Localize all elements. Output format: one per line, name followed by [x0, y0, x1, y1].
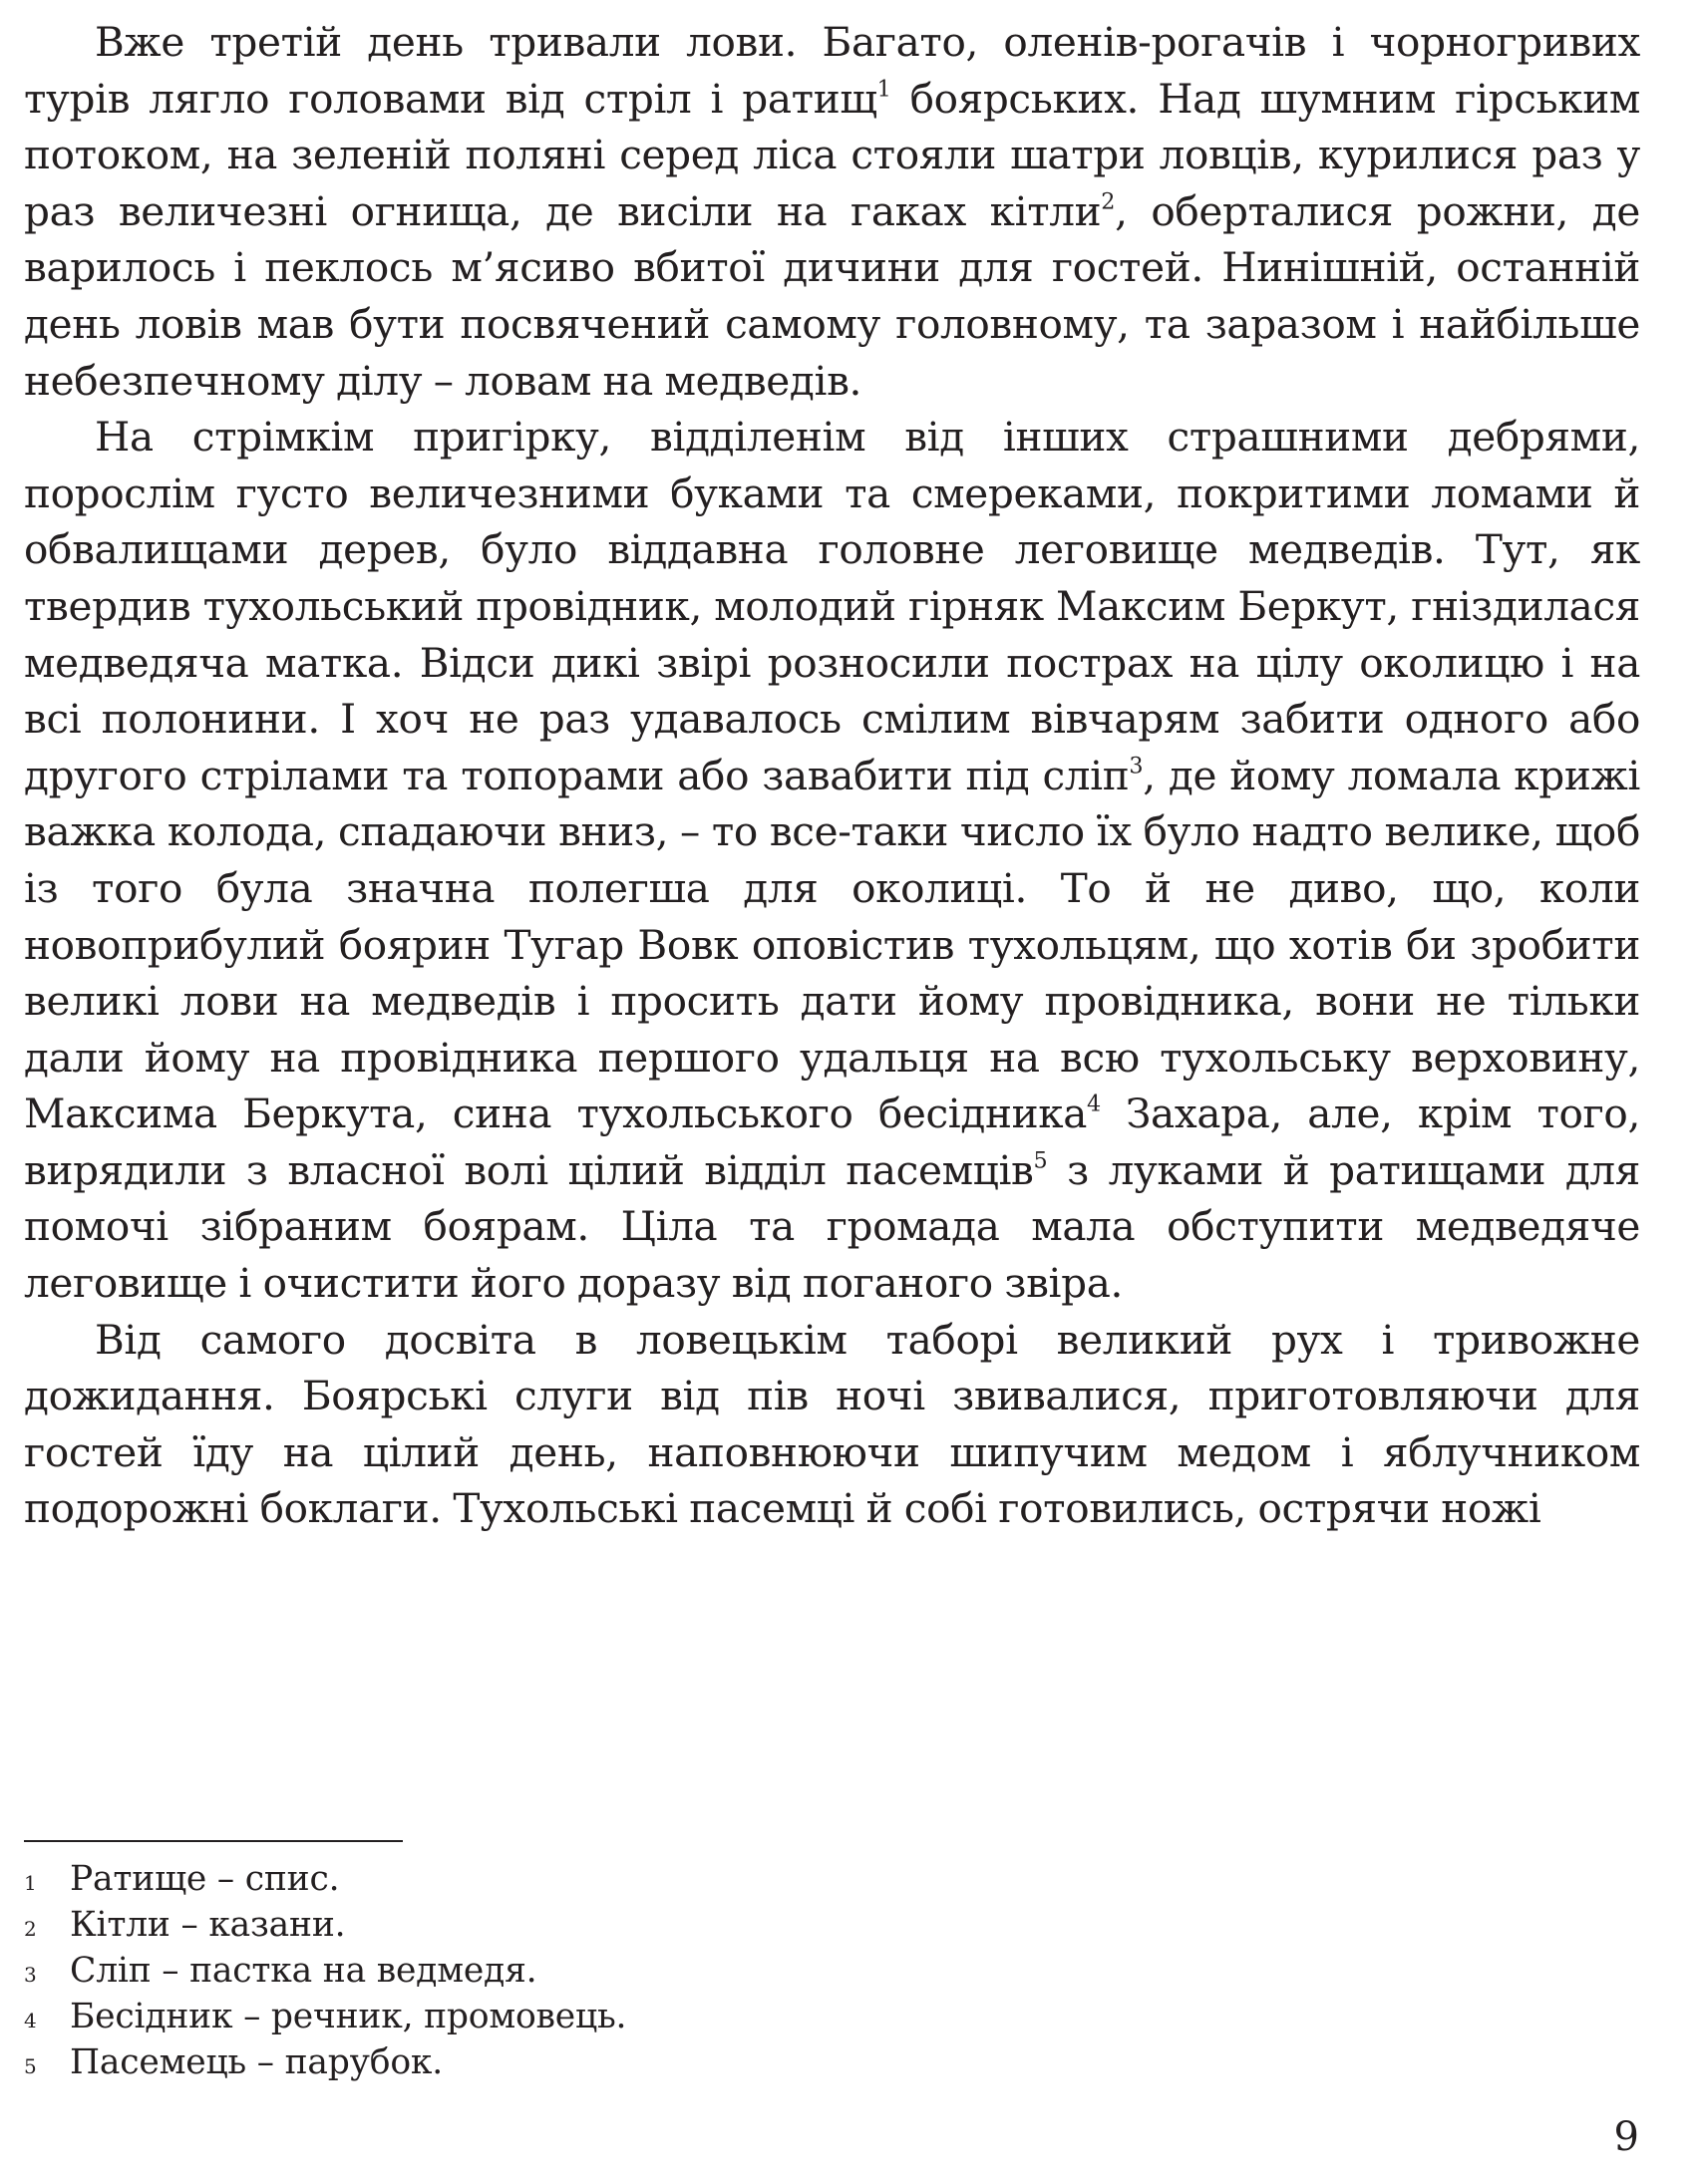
- footnote-ref: 3: [1129, 753, 1144, 780]
- footnote-ref: 4: [1087, 1091, 1101, 1117]
- footnote-text: Кітли – казани.: [70, 1905, 346, 1945]
- paragraph: [24, 409, 1640, 1312]
- main-text: [24, 14, 1640, 1537]
- paragraph-text: Захара, але, крім того, вирядили з власної волі цілий відділ пасемців: [24, 1090, 1640, 1194]
- footnote-number: 1: [24, 1871, 37, 1895]
- paragraph-text: Від самого досвіта в ловецькім таборі великий рух і тривожне дожидання. Боярські слуги від пів ночі звивалися, приготовляючи для гостей їду на цілий день, наповнюючи шипучим медом і яблучником подорожні боклаги. Тухольські пасемці й собі готовились, острячи ножі: [24, 1315, 1640, 1533]
- page-body: [24, 14, 1640, 1537]
- footnote-text: Бесідник – речник, промовець.: [70, 1997, 627, 2036]
- paragraph-text: боярських. Над шумним гірським потоком, на зеленій поляні серед ліса стояли шатри ловців, курилися раз у раз величезні огнища, де висіли на гаках кітли: [24, 74, 1640, 235]
- footnote: [24, 2039, 1320, 2085]
- footnote-text: Пасемець – парубок.: [70, 2042, 444, 2082]
- footnote: [24, 1994, 1320, 2039]
- footnote-ref: 1: [876, 75, 891, 102]
- page-number: 9: [1613, 2114, 1639, 2160]
- footnote: [24, 1902, 1320, 1948]
- footnote-text: Ратище – спис.: [70, 1859, 340, 1899]
- paragraph: [24, 14, 1640, 409]
- footnote-text: Сліп – пастка на ведмедя.: [70, 1951, 537, 1991]
- footnote-divider: [24, 1840, 403, 1842]
- footnote-number: 4: [24, 2009, 37, 2032]
- paragraph-text: Вже третій день тривали лови. Багато, оленів-рогачів і чорногривих турів лягло головами від стріл і ратищ: [24, 18, 1640, 123]
- footnote: [24, 1948, 1320, 1994]
- footnote-number: 2: [24, 1917, 37, 1941]
- paragraph-text: з луками й ратищами для помочі зібраним боярам. Ціла та громада мала обступити медведяче леговище і очистити його доразу від поганого звіра.: [24, 1145, 1640, 1308]
- paragraph-text: На стрімкім пригірку, відділенім від інших страшними дебрями, порослім густо величезними буками та смереками, покритими ломами й обвалищами дерев, було віддавна головне леговище медведів. Тут, як твердив тухольський провідник, молодий гірняк Максим Беркут, гніздилася медведяча матка. Відси дикі звірі розносили пострах на цілу околицю і на всі полонини. І хоч не раз удавалось смілим вівчарям забити одного або другого стрілами та топорами або завабити під сліп: [24, 413, 1640, 799]
- paragraph: [24, 1312, 1640, 1537]
- footnote-number: 3: [24, 1963, 37, 1987]
- footnote: [24, 1856, 1320, 1902]
- paragraph-text: , оберталися рожни, де варилось і пеклось м’ясиво вбитої дичини для гостей. Нинішній, останній день ловів мав бути посвячений самому головному, та заразом і найбільше небезпечному ділу – ловам на медведів.: [24, 186, 1640, 405]
- footnote-ref: 2: [1101, 188, 1116, 215]
- footnotes: [24, 1856, 1320, 2085]
- paragraph-text: , де йому ломала крижі важка колода, спадаючи вниз, – то все-таки число їх було надто велике, щоб із того була значна полегша для околиці. То й не диво, що, коли новоприбулий боярин Тугар Вовк оповістив тухольцям, що хотів би зробити великі лови на медведів і просить дати йому провідника, вони не тільки дали йому на провідника першого удальця на всю тухольську верховину, Максима Беркута, сина тухольського бесідника: [24, 751, 1640, 1138]
- footnote-ref: 5: [1033, 1147, 1048, 1174]
- footnote-number: 5: [24, 2054, 37, 2078]
